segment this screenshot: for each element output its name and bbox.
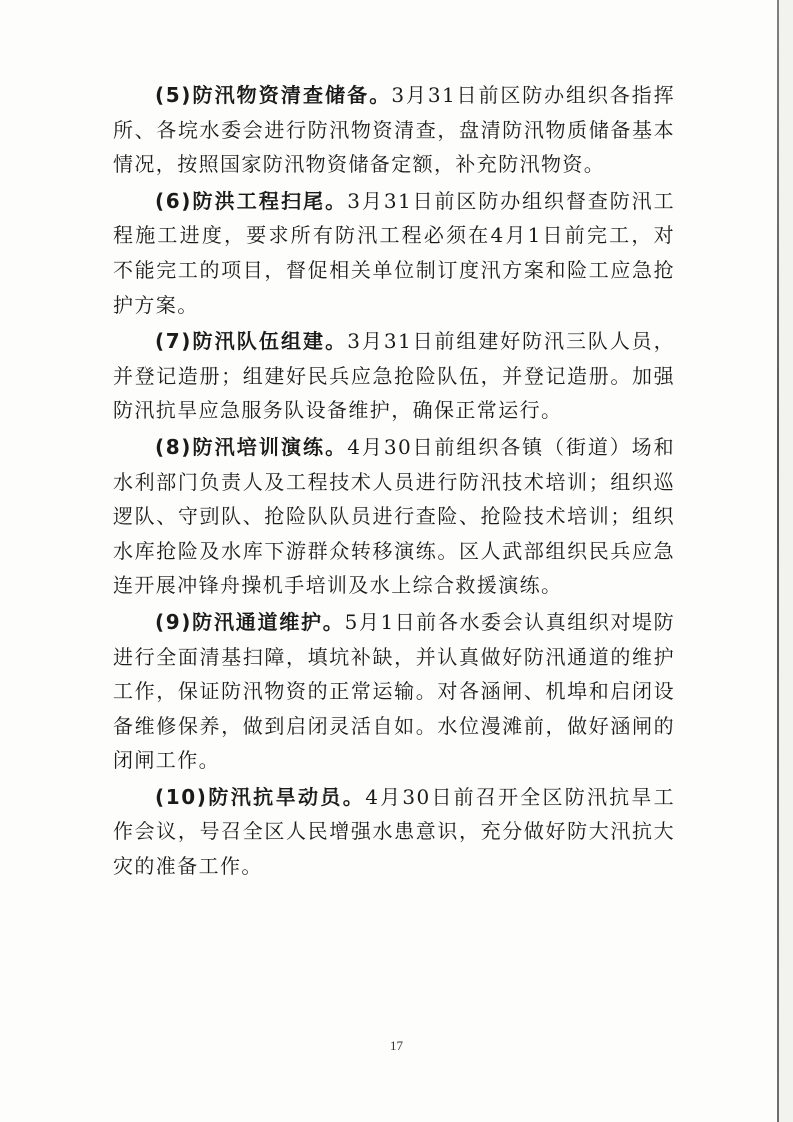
paragraph-mobilization: [113, 780, 675, 884]
scan-edge-line: [777, 0, 779, 1122]
paragraph-heading: (5)防汛物资清查储备。: [155, 83, 392, 107]
paragraph-body: 3月31日前组建好防汛三队人员，并登记造册；组建好民兵应急抢险队伍，并登记造册。加强防汛抗旱应急服务队设备维护，确保正常运行。: [113, 329, 675, 423]
body-text: [113, 78, 675, 886]
paragraph-heading: (10)防汛抗旱动员。: [155, 784, 366, 809]
paragraph-body: 3月31日前区防办组织各指挥所、各垸水委会进行防汛物资清查，盘清防汛物质储备基本情况，按照国家防汛物资储备定额，补充防汛物资。: [113, 83, 675, 177]
paragraph-heading: (9)防汛通道维护。: [155, 609, 345, 634]
paragraph-body: 4月30日前召开全区防汛抗旱工作会议，号召全区人民增强水患意识，充分做好防大汛抗大灾的准备工作。: [113, 784, 675, 879]
page-number: 17: [390, 1038, 403, 1053]
paragraph-body: 3月31日前区防办组织督查防汛工程施工进度，要求所有防汛工程必须在4月1日前完工，对不能完工的项目，督促相关单位制订度汛方案和险工应急抢护方案。: [113, 188, 675, 317]
paragraph-passage-maintenance: [113, 605, 675, 778]
paragraph-body: 5月1日前各水委会认真组织对堤防进行全面清基扫障，填坑补缺，并认真做好防汛通道的维护工作，保证防汛物资的正常运输。对各涵闸、机埠和启闭设备维修保养，做到启闭灵活自如。水位漫滩前，做好涵闸的闭闸工作。: [113, 609, 675, 773]
paragraph-heading: (6)防洪工程扫尾。: [155, 188, 348, 213]
paragraph-flood-materials: [113, 78, 675, 182]
paragraph-training-drills: [113, 430, 675, 603]
paragraph-flood-teams: [113, 324, 675, 428]
paragraph-flood-works: [113, 184, 675, 322]
paragraph-heading: (8)防汛培训演练。: [155, 434, 348, 459]
paragraph-heading: (7)防汛队伍组建。: [155, 329, 348, 354]
scan-edge-shade: [779, 0, 793, 1122]
paragraph-body: 4月30日前组织各镇（街道）场和水利部门负责人及工程技术人员进行防汛技术培训；组织巡逻队、守剅队、抢险队队员进行查险、抢险技术培训；组织水库抢险及水库下游群众转移演练。区人武部组织民兵应急连开展冲锋舟操机手培训及水上综合救援演练。: [113, 434, 675, 598]
